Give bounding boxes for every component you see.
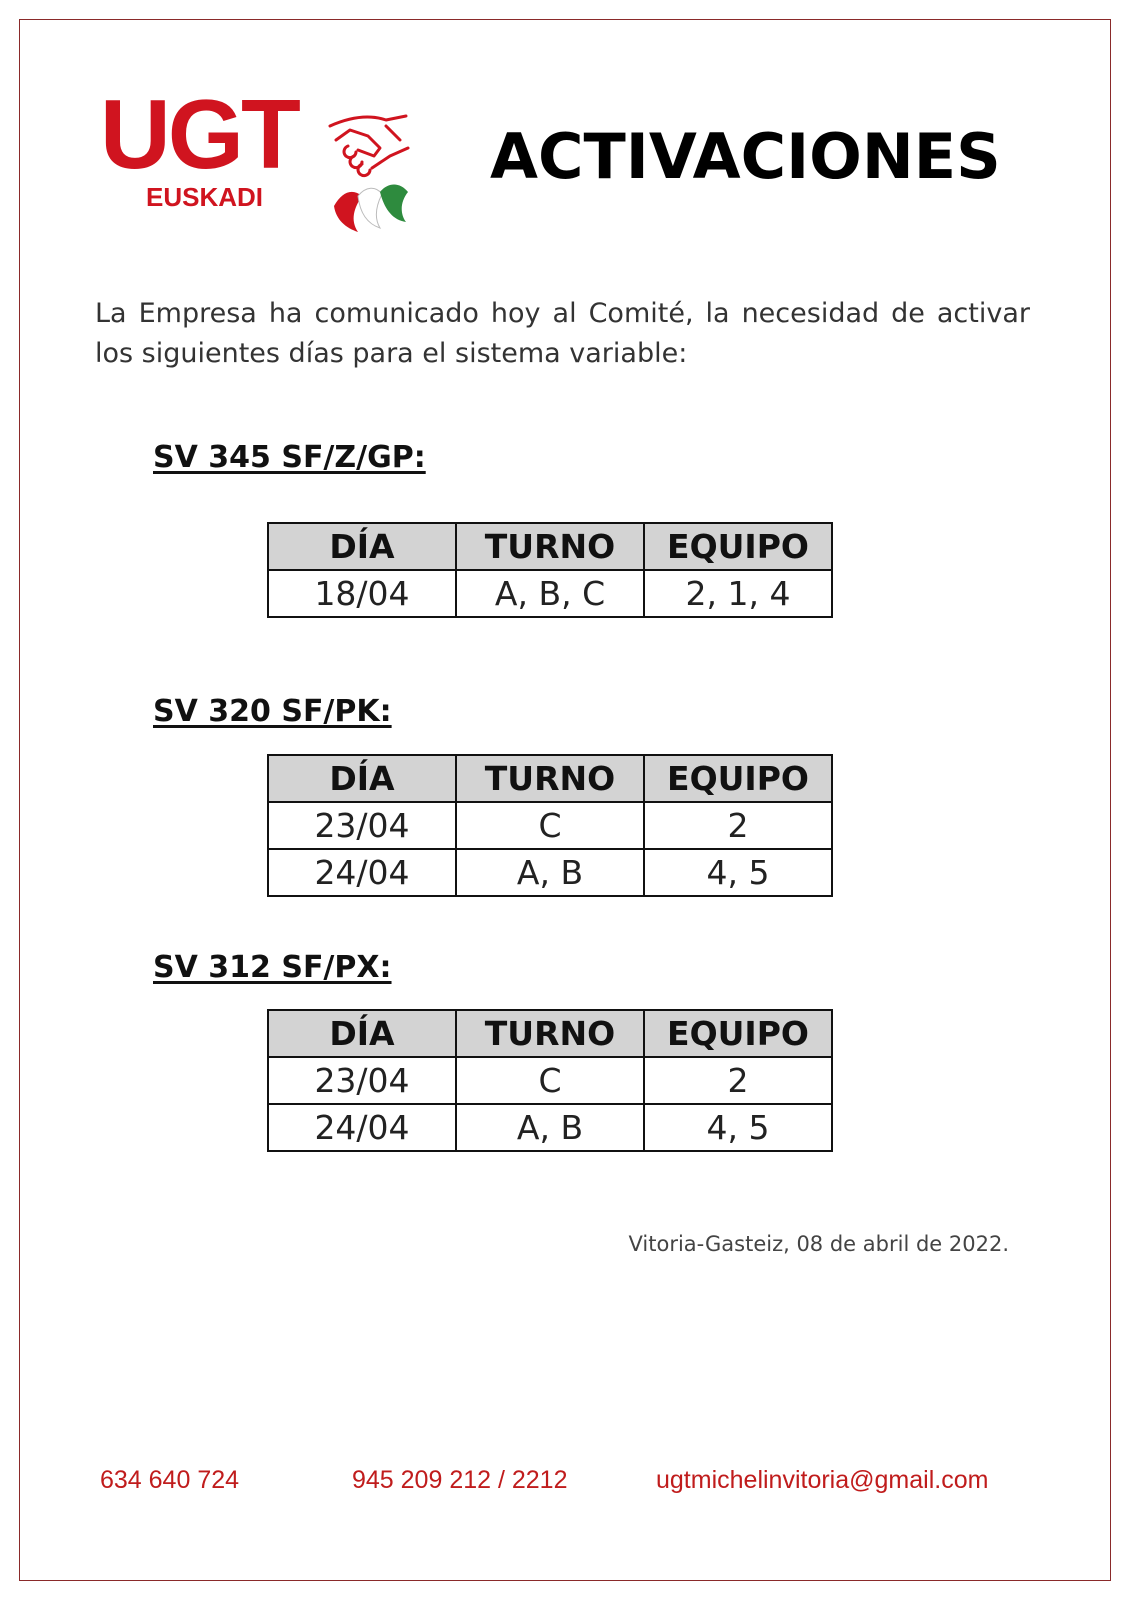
table-row bbox=[268, 1057, 832, 1104]
footer-phone-office[interactable]: 945 209 212 / 2212 bbox=[352, 1466, 568, 1494]
table-header-row bbox=[268, 1010, 832, 1057]
cell-equipo: 2 bbox=[644, 802, 832, 849]
cell-equipo: 4, 5 bbox=[644, 1104, 832, 1151]
activation-table-sv312 bbox=[267, 1009, 833, 1152]
ugt-euskadi-logo bbox=[100, 79, 430, 233]
cell-dia: 23/04 bbox=[268, 1057, 456, 1104]
cell-dia: 24/04 bbox=[268, 1104, 456, 1151]
cell-turno: A, B bbox=[456, 1104, 644, 1151]
cell-equipo: 2, 1, 4 bbox=[644, 570, 832, 617]
column-header-dia: DÍA bbox=[268, 1010, 456, 1057]
table-row bbox=[268, 570, 832, 617]
column-header-turno: TURNO bbox=[456, 523, 644, 570]
logo-region: EUSKADI bbox=[146, 182, 264, 212]
column-header-equipo: EQUIPO bbox=[644, 1010, 832, 1057]
cell-turno: C bbox=[456, 802, 644, 849]
column-header-equipo: EQUIPO bbox=[644, 755, 832, 802]
table-row bbox=[268, 1104, 832, 1151]
activation-table-sv345 bbox=[267, 522, 833, 618]
flag-mark-icon bbox=[334, 185, 408, 233]
cell-dia: 23/04 bbox=[268, 802, 456, 849]
table-header-row bbox=[268, 523, 832, 570]
column-header-turno: TURNO bbox=[456, 1010, 644, 1057]
date-place-line: Vitoria-Gasteiz, 08 de abril de 2022. bbox=[628, 1232, 1009, 1256]
cell-dia: 18/04 bbox=[268, 570, 456, 617]
intro-paragraph: La Empresa ha comunicado hoy al Comité, la necesidad de activar los siguientes días para el sistema variable: bbox=[95, 298, 1030, 369]
activation-table-sv320 bbox=[267, 754, 833, 897]
column-header-turno: TURNO bbox=[456, 755, 644, 802]
footer-phone-mobile[interactable]: 634 640 724 bbox=[100, 1466, 240, 1494]
cell-equipo: 2 bbox=[644, 1057, 832, 1104]
cell-dia: 24/04 bbox=[268, 849, 456, 896]
section-heading-sv312: SV 312 SF/PX: bbox=[153, 950, 392, 985]
table-header-row bbox=[268, 755, 832, 802]
cell-turno: A, B, C bbox=[456, 570, 644, 617]
footer-email-link[interactable]: ugtmichelinvitoria@gmail.com bbox=[656, 1466, 989, 1494]
column-header-equipo: EQUIPO bbox=[644, 523, 832, 570]
table-row bbox=[268, 802, 832, 849]
page-title: ACTIVACIONES bbox=[490, 120, 1001, 193]
column-header-dia: DÍA bbox=[268, 523, 456, 570]
logo-wordmark: UGT bbox=[100, 79, 298, 189]
section-heading-sv345: SV 345 SF/Z/GP: bbox=[153, 440, 426, 475]
column-header-dia: DÍA bbox=[268, 755, 456, 802]
cell-turno: C bbox=[456, 1057, 644, 1104]
section-heading-sv320: SV 320 SF/PK: bbox=[153, 694, 392, 729]
table-row bbox=[268, 849, 832, 896]
handshake-icon bbox=[328, 96, 416, 236]
cell-turno: A, B bbox=[456, 849, 644, 896]
cell-equipo: 4, 5 bbox=[644, 849, 832, 896]
